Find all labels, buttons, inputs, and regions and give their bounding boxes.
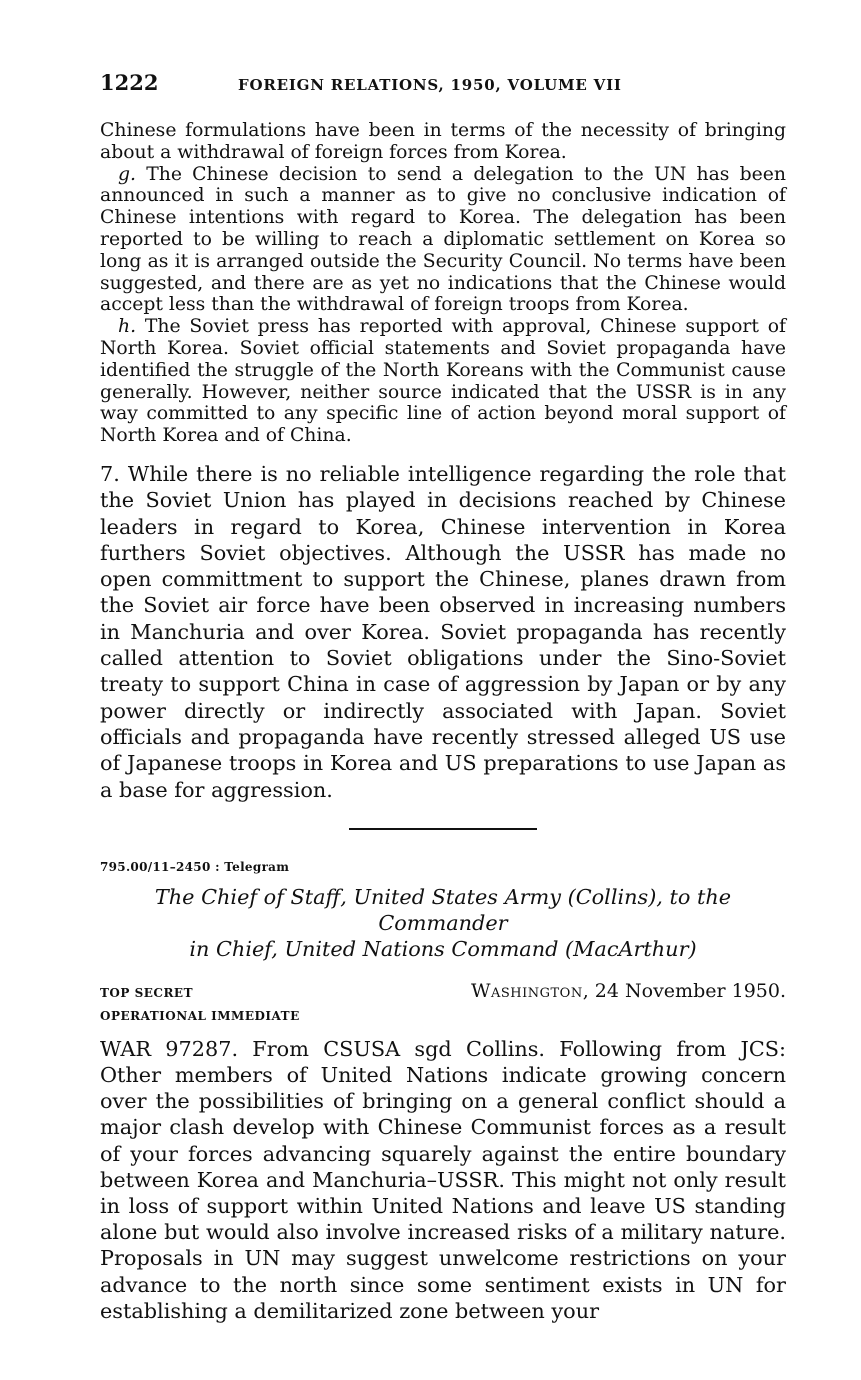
running-head xyxy=(100,70,786,108)
meta-row xyxy=(100,980,786,1006)
section-divider xyxy=(349,828,537,830)
paragraph-h xyxy=(100,316,786,447)
paragraph-h-marker: h. xyxy=(118,316,137,338)
paragraph-7: 7. While there is no reliable intelligence regarding the role that the Soviet Union has played in decisions reached by Chinese leaders in regard to Korea, Chinese intervention in Korea furthers Soviet objectives. Although the USSR has made no open committment to support the Chinese, planes drawn from the Soviet air force have been observed in increasing numbers in Manchuria and over Korea. Soviet propaganda has recently called attention to Soviet obligations under the Sino-Soviet treaty to support China in case of aggression by Japan or by any power directly or indirectly associated with Japan. Soviet officials and propaganda have recently stressed alleged US use of Japanese troops in Korea and US preparations to use Japan as a base for aggression. xyxy=(100,461,786,802)
dateline-place: Washington xyxy=(470,979,583,1002)
headline-line-1: The Chief of Staff, United States Army (Collins), to the Commander xyxy=(154,884,732,935)
document-headline xyxy=(100,884,786,962)
paragraph-g xyxy=(100,164,786,317)
paragraph-g-marker: g. xyxy=(118,163,136,185)
headline-line-2: in Chief, United Nations Command (MacArthur) xyxy=(189,936,697,961)
document-page xyxy=(100,70,786,1324)
telegram-body: WAR 97287. From CSUSA sgd Collins. Following from JCS: Other members of United Nations indicate growing concern over the possibilities of bringing on a general conflict should a major clash develop with Chinese Communist forces as a result of your forces advancing squarely against the entire boundary between Korea and Manchuria–USSR. This might not only result in loss of support within United Nations and leave US standing alone but would also involve increased risks of a military nature. Proposals in UN may suggest unwelcome restrictions on your advance to the north since some sentiment exists in UN for establishing a demilitarized zone between your xyxy=(100,1036,786,1323)
priority-label: OPERATIONAL IMMEDIATE xyxy=(100,1008,300,1023)
dateline-date: , 24 November 1950. xyxy=(582,979,786,1002)
paragraph-h-text: The Soviet press has reported with approval, Chinese support of North Korea. Soviet official statements and Soviet propaganda have identified the struggle of the North Koreans with the Communist cause generally. However, neither source indicated that the USSR is in any way committed to any specific line of action beyond moral support of North Korea and of China. xyxy=(100,316,786,447)
classification-label: TOP SECRET xyxy=(100,985,193,1000)
document-id: 795.00/11–2450 : Telegram xyxy=(100,859,290,874)
running-title: FOREIGN RELATIONS, 1950, VOLUME VII xyxy=(238,76,622,94)
paragraph-g-text: The Chinese decision to send a delegation to the UN has been announced in such a manner as to give no conclusive indication of Chinese intentions with regard to Korea. The delegation has been reported to be willing to reach a diplomatic settlement on Korea so long as it is arranged outside the Security Council. No terms have been suggested, and there are as yet no indications that the Chinese would accept less than the withdrawal of foreign troops from Korea. xyxy=(100,163,786,316)
paragraph-gap xyxy=(100,447,786,461)
dateline xyxy=(471,980,786,1002)
page-number: 1222 xyxy=(100,70,159,95)
continuation-paragraph: Chinese formulations have been in terms of the necessity of bringing about a withdrawal of foreign forces from Korea. xyxy=(100,120,786,163)
